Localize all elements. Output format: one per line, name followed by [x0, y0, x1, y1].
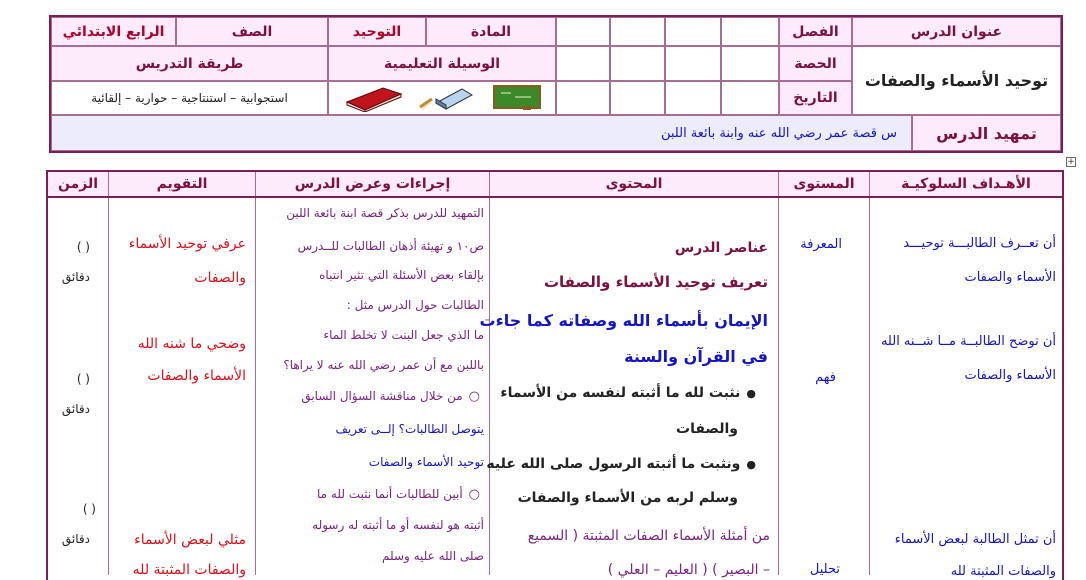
- time-1-blank: ( ): [76, 240, 90, 254]
- date-label: التاريخ: [779, 81, 852, 115]
- procedure-line-10: ○ أبين للطالبات أنما نثبت لله ما: [317, 487, 480, 502]
- procedure-line-6: باللبن مع أن عمر رضي الله عنه لا يراها؟: [283, 358, 484, 372]
- content-bullet-1-line-1: ● نثبت لله ما أثبته لنفسه من الأسماء: [500, 385, 756, 401]
- header-objectives: الأهـداف السلوكيـة: [869, 172, 1062, 196]
- procedure-line-11: أثبته هو لنفسه أو ما أثبته له رسوله: [312, 518, 484, 532]
- procedure-line-5: ما الذي جعل البنت لا تخلط الماء: [323, 328, 484, 342]
- eraser-chalk-icon: [418, 85, 478, 111]
- header-content: المحتوى: [489, 172, 778, 196]
- table-move-handle[interactable]: +: [1067, 157, 1075, 167]
- content-examples-line-2: – البصير ) ( العليم – العلي ): [607, 562, 770, 578]
- class-value: الرابع الابتدائي: [51, 17, 176, 46]
- class-label: الصف: [176, 17, 328, 46]
- date-value-2: [665, 81, 721, 115]
- procedure-line-7: ○ من خلال مناقشة السؤال السابق: [301, 389, 480, 404]
- lesson-title-value: توحيد الأسماء والصفات: [852, 46, 1061, 115]
- objective-2-line-1: أن توضح الطالبــة مــا شــنه الله: [880, 334, 1056, 349]
- method-label: طريقة التدريس: [51, 46, 328, 81]
- subject-value: التوحيد: [328, 17, 426, 46]
- procedure-line-1: التمهيد للدرس بذكر قصة ابنة بائعة اللبن: [286, 206, 484, 220]
- evaluation-2-line-1: وضحي ما شنه الله: [137, 336, 246, 352]
- lesson-title-label: عنوان الدرس: [852, 17, 1061, 46]
- aids-icons: [328, 81, 556, 115]
- evaluation-3-line-2: والصفات المثبتة لله: [132, 562, 246, 578]
- semester-value-3: [610, 17, 665, 46]
- subject-label: المادة: [426, 17, 556, 46]
- period-value-4: [556, 46, 610, 81]
- time-2-unit: دقائق: [61, 402, 90, 416]
- evaluation-1-line-1: عرفي توحيد الأسماء: [128, 236, 246, 252]
- header-level: المستوى: [778, 172, 869, 196]
- time-2-blank: ( ): [76, 372, 90, 386]
- content-bullet-2-line-2: وسلم لربه من الأسماء والصفات: [517, 490, 738, 506]
- time-3-unit: دقائق: [61, 532, 90, 546]
- method-value: استجوابية – استنتاجية – حوارية – إلقائية: [51, 81, 328, 115]
- content-heading: عناصر الدرس: [674, 240, 768, 256]
- col-sep-1: [869, 198, 870, 575]
- aids-label: الوسيلة التعليمية: [328, 46, 556, 81]
- col-sep-5: [108, 198, 109, 575]
- level-analysis: تحليل: [809, 562, 840, 577]
- header-time: الزمن: [48, 172, 108, 196]
- procedure-line-8: يتوصل الطالبات؟ إلــى تعريف: [335, 422, 484, 436]
- procedure-line-3: بإلقاء بعض الأسئلة التي تثير انتباه: [319, 268, 484, 282]
- objective-3-line-1: أن تمثل الطالبة لبعض الأسماء: [894, 532, 1056, 547]
- content-bullet-2-line-1: ● ونثبت ما أثبته الرسول صلى الله عليه: [486, 456, 756, 472]
- intro-value: س قصة عمر رضي الله عنه وابنة بائعة اللبن: [51, 115, 912, 151]
- intro-label: تمهيد الدرس: [912, 115, 1061, 151]
- content-faith-line-2: في القرآن والسنة: [624, 347, 768, 366]
- header-evaluation: التقويم: [108, 172, 255, 196]
- semester-value-2: [665, 17, 721, 46]
- period-label: الحصة: [779, 46, 852, 81]
- time-3-blank: ( ): [82, 502, 96, 516]
- col-sep-2: [778, 198, 779, 575]
- chalkboard-icon: [493, 85, 541, 111]
- date-value-1: [721, 81, 779, 115]
- period-value-2: [665, 46, 721, 81]
- semester-value-1: [721, 17, 779, 46]
- time-1-unit: دقائق: [61, 270, 90, 284]
- objective-1-line-2: الأسماء والصفات: [964, 270, 1056, 285]
- evaluation-3-line-1: مثلي لبعض الأسماء: [134, 532, 246, 548]
- content-faith-line-1: الإيمان بأسماء الله وصفاته كما جاءت: [479, 311, 768, 330]
- objective-2-line-2: الأسماء والصفات: [964, 368, 1056, 383]
- col-sep-4: [255, 198, 256, 575]
- objective-3-line-2: والصفات المثبتة لله: [950, 564, 1056, 579]
- evaluation-2-line-2: الأسماء والصفات: [147, 368, 246, 384]
- semester-label: الفصل: [779, 17, 852, 46]
- header-divider: [48, 196, 1062, 198]
- procedure-line-2: ص١٠ و تهيئة أذهان الطالبات للــدرس: [297, 239, 484, 253]
- level-understanding: فهم: [815, 370, 836, 385]
- period-value-3: [610, 46, 665, 81]
- content-bullet-1-line-2: والصفات: [676, 421, 738, 437]
- date-value-4: [556, 81, 610, 115]
- date-value-3: [610, 81, 665, 115]
- book-icon: [343, 84, 403, 112]
- procedure-line-4: الطالبات حول الدرس مثل :: [346, 298, 484, 312]
- level-knowledge: المعرفة: [800, 237, 842, 252]
- objective-1-line-1: أن تعــرف الطالبـــة توحيـــد: [903, 236, 1056, 251]
- content-definition: تعريف توحيد الأسماء والصفات: [543, 273, 768, 291]
- semester-value-4: [556, 17, 610, 46]
- content-examples-line-1: من أمثلة الأسماء الصفات المثبتة ( السميع: [527, 528, 770, 544]
- col-sep-3: [489, 198, 490, 575]
- procedure-line-9: توحيد الأسماء والصفات: [368, 455, 484, 469]
- procedure-line-12: صلى الله عليه وسلم: [382, 549, 484, 563]
- evaluation-1-line-2: والصفات: [194, 270, 246, 286]
- header-procedures: إجراءات وعرض الدرس: [255, 172, 489, 196]
- period-value-1: [721, 46, 779, 81]
